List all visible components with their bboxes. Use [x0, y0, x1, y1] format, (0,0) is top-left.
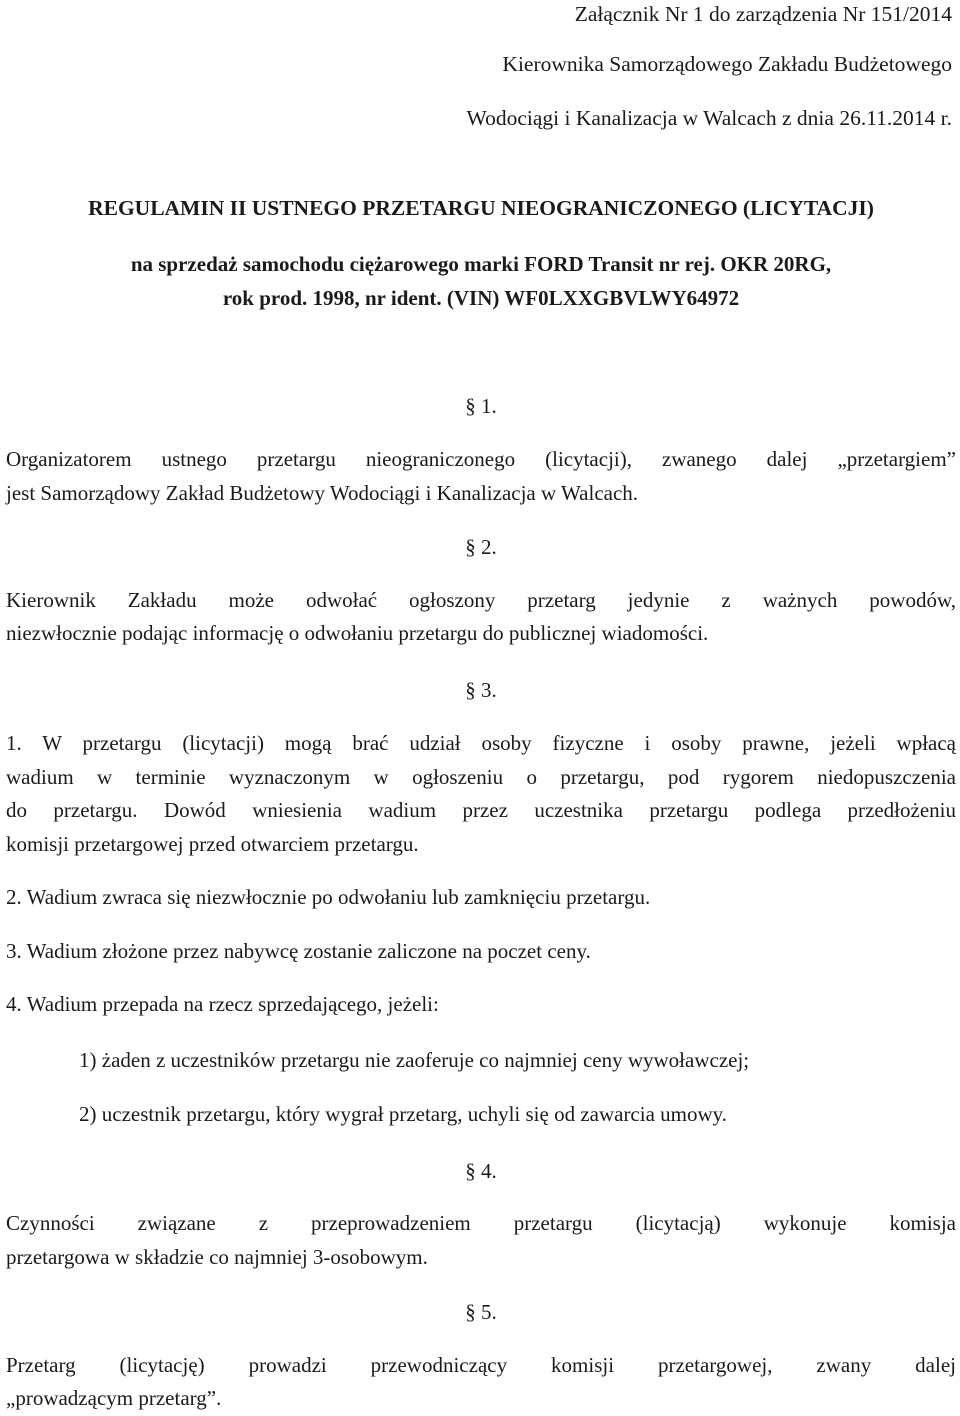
section-1-line: jest Samorządowy Zakład Budżetowy Wodociągi i Kanalizacja w Walcach. [6, 481, 639, 505]
section-3-line: komisji przetargowej przed otwarciem przetargu. [6, 832, 419, 856]
document-title: REGULAMIN II USTNEGO PRZETARGU NIEOGRANICZONEGO (LICYTACJI) [88, 196, 874, 220]
section-5-line: Przetarg (licytację) prowadzi przewodniczący komisji przetargowej, zwany dalej [6, 1353, 956, 1377]
header-attachment-line: Załącznik Nr 1 do zarządzenia Nr 151/2014 [574, 2, 952, 26]
section-3-point-3: 3. Wadium złożone przez nabywcę zostanie zaliczone na poczet ceny. [6, 939, 591, 963]
section-3-point-2: 2. Wadium zwraca się niezwłocznie po odwołaniu lub zamknięciu przetargu. [6, 885, 651, 909]
section-4-line: Czynności związane z przeprowadzeniem przetargu (licytacją) wykonuje komisja [6, 1211, 956, 1235]
section-3-line: 1. W przetargu (licytacji) mogą brać udział osoby fizyczne i osoby prawne, jeżeli wpłacą [6, 731, 956, 755]
section-3-subpoint-1: 1) żaden z uczestników przetargu nie zaoferuje co najmniej ceny wywoławczej; [79, 1048, 750, 1072]
section-2-line: niezwłocznie podając informację o odwołaniu przetargu do publicznej wiadomości. [6, 621, 709, 645]
section-number-2: § 2. [465, 535, 497, 559]
section-3-point-4: 4. Wadium przepada na rzecz sprzedającego, jeżeli: [6, 992, 439, 1016]
section-1-line: Organizatorem ustnego przetargu nieograniczonego (licytacji), zwanego dalej „przetargiem” [6, 447, 956, 471]
section-5-line: „prowadzącym przetarg”. [6, 1386, 222, 1410]
header-issuer-line: Kierownika Samorządowego Zakładu Budżetowego [502, 52, 952, 76]
section-number-5: § 5. [465, 1300, 497, 1324]
section-3-line: wadium w terminie wyznaczonym w ogłoszeniu o przetargu, pod rygorem niedopuszczenia [6, 765, 956, 789]
section-2-line: Kierownik Zakładu może odwołać ogłoszony przetarg jedynie z ważnych powodów, [6, 588, 956, 612]
section-number-4: § 4. [465, 1159, 497, 1183]
section-3-subpoint-2: 2) uczestnik przetargu, który wygrał przetarg, uchyli się od zawarcia umowy. [79, 1102, 728, 1126]
document-subtitle-line1: na sprzedaż samochodu ciężarowego marki FORD Transit nr rej. OKR 20RG, [130, 252, 832, 276]
section-number-3: § 3. [465, 678, 497, 702]
section-3-line: do przetargu. Dowód wniesienia wadium przez uczestnika przetargu podlega przedłożeniu [6, 798, 956, 822]
document-page [6, 0, 956, 1416]
section-4-line: przetargowa w składzie co najmniej 3-osobowym. [6, 1245, 428, 1269]
header-date-line: Wodociągi i Kanalizacja w Walcach z dnia 26.11.2014 r. [466, 106, 952, 130]
section-number-1: § 1. [465, 394, 497, 418]
document-subtitle-line2: rok prod. 1998, nr ident. (VIN) WF0LXXGBVLWY64972 [222, 286, 740, 310]
